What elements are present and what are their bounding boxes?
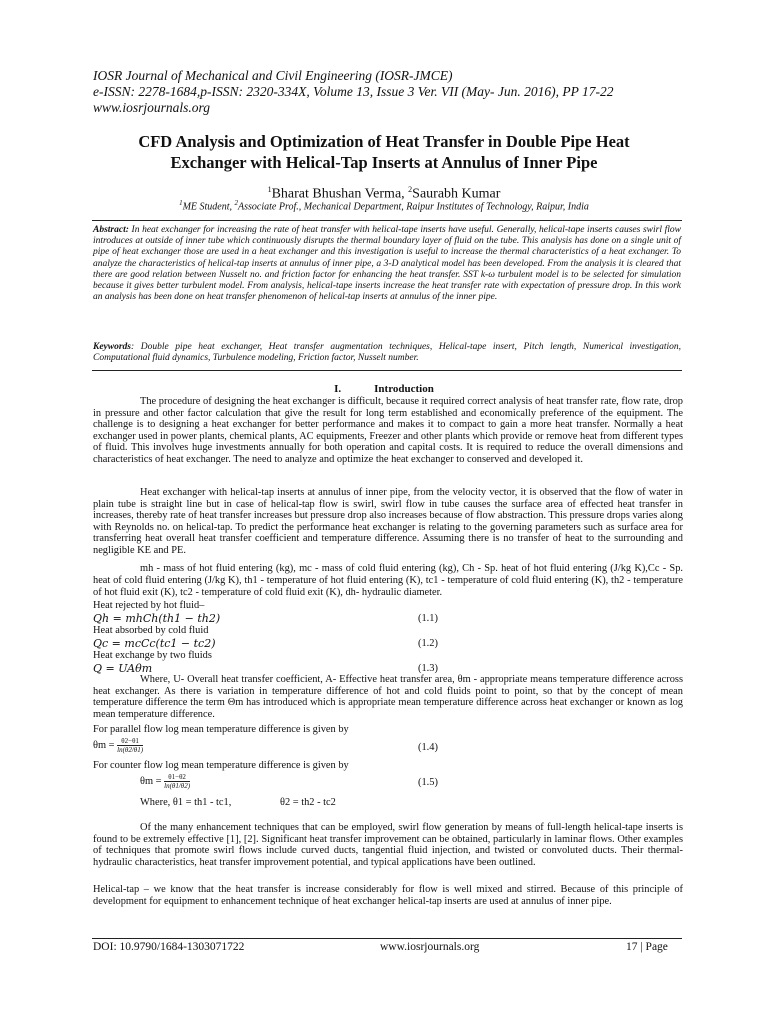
keywords: [93, 342, 681, 364]
equation-5-numerator: θ1−θ2: [164, 773, 190, 782]
theta-definition-2: θ2 = th2 - tc2: [280, 797, 336, 808]
abstract: [93, 225, 681, 303]
author-1-marker: 1: [267, 185, 272, 194]
parallel-flow-label: For parallel flow log mean temperature difference is given by: [93, 724, 349, 735]
keywords-text: : Double pipe heat exchanger, Heat transfer augmentation techniques, Helical-tape insert, Pitch length, Numerical investigation, Computational fluid dynamics, Turbulence modeling, Friction factor, Nusselt number.: [93, 342, 681, 364]
paragraph-5: Helical-tap – we know that the heat transfer is increase considerably for flow is well mixed and stirred. Because of this principle of development for equipment to enhancement technique of heat exchanger helical-tap inserts are used at annulus of inner pipe.: [93, 884, 683, 907]
paragraph-4: Of the many enhancement techniques that can be employed, swirl flow generation by means of full-length helical-tape inserts is found to be extremely effective [1], [2]. Significant heat transfer improvement can be obtained, particularly in laminar flows. Other examples of techniques that promote swirl flows include curved ducts, tangential fluid injection, and twisted or convoluted ducts. Their thermal-hydraulic characteristics, heat transfer improvement potential, and typical applications have been outlined.: [93, 822, 683, 868]
author-1: Bharat Bhushan Verma,: [271, 186, 409, 202]
footer-divider: [92, 938, 682, 939]
equation-5-number: (1.5): [418, 777, 438, 788]
equation-5: [140, 773, 190, 790]
footer-doi: DOI: 10.9790/1684-1303071722: [93, 941, 245, 953]
equation-4-denominator: ln(θ2/θ1): [117, 746, 144, 754]
title-line-1: CFD Analysis and Optimization of Heat Transfer in Double Pipe Heat: [138, 132, 630, 151]
equation-4-fraction: [117, 737, 143, 754]
journal-issn: e-ISSN: 2278-1684,p-ISSN: 2320-334X, Volume 13, Issue 3 Ver. VII (May- Jun. 2016), PP 17-22: [93, 84, 614, 99]
affil-2-marker: 2: [234, 199, 239, 207]
equation-1-number: (1.1): [418, 613, 438, 624]
author-2: Saurabh Kumar: [412, 186, 501, 202]
equation-2: Qc = mcCc(tc1 − tc2): [93, 637, 216, 650]
abstract-label: Abstract:: [93, 225, 129, 235]
paper-title: [80, 131, 688, 173]
footer-website[interactable]: www.iosrjournals.org: [380, 941, 480, 953]
affil-2: Associate Prof., Mechanical Department, Raipur Institutes of Technology, Raipur, India: [238, 201, 589, 213]
paragraph-1: The procedure of designing the heat exchanger is difficult, because it required correct analysis of heat transfer rate, flow rate, drop in pressure and other factor calculation that give the result for long term established and economically preference of the equipment. The challenge is to designing a heat exchanger for better performance and makes it to compact to gain a more heat transfer. Normally a heat exchanger used in power plants, chemical plants, AC equipments, Freezer and other plants which provide or remove heat from different types of fluid. This involves huge investments annually for both operation and capital costs. It is required to reduce the overall dimensions and characteristics of heat exchanger. The need to analyze and optimize the heat exchanger to conserved and developed it.: [93, 396, 683, 465]
equation-4-number: (1.4): [418, 742, 438, 753]
equation-4: [93, 737, 143, 754]
footer-page-number: 17 | Page: [626, 941, 668, 953]
author-2-marker: 2: [408, 185, 413, 194]
section-number: I.: [334, 383, 342, 395]
affiliation: [80, 197, 688, 213]
paragraph-2: Heat exchanger with helical-tap inserts at annulus of inner pipe, from the velocity vector, it is observed that the flow of water in plain tube is straight line but in case of helical-tap flow is swirl, swirl flow in tube causes the surface area of effected heat transfer in increases, thereby rate of heat transfer increases but pressure drop also increases because of flow abstraction. This pressure drops varies along with Reynolds no. on helical-tap. To predict the performance heat exchanger is relating to the governing parameters such as surface area for transferring heat overall heat transfer coefficient and temperature difference. Assuming there is no transfer of heat to the surrounding and negligible KE and PE.: [93, 487, 683, 556]
journal-name: IOSR Journal of Mechanical and Civil Engineering (IOSR-JMCE): [93, 68, 453, 83]
equation-4-numerator: θ2−θ1: [117, 737, 143, 746]
keywords-label: Keywords: [93, 342, 131, 352]
journal-header: [93, 68, 693, 116]
equation-4-lhs: θm =: [93, 739, 115, 751]
equation-3: Q = UAθm: [93, 662, 153, 675]
equation-2-number: (1.2): [418, 638, 438, 649]
counter-flow-label: For counter flow log mean temperature difference is given by: [93, 760, 349, 771]
section-title: Introduction: [374, 383, 434, 395]
section-heading: [80, 383, 688, 395]
paragraph-3: Where, U- Overall heat transfer coefficient, A- Effective heat transfer area, θm - appropriate means temperature difference across heat exchanger. As there is variation in temperature difference of hot and cold fluids point to point, so that by the concept of mean temperature difference the term Θm has introduced which is appropriate mean temperature difference across heat exchanger or known as log mean temperature difference.: [93, 674, 683, 720]
affil-1-marker: 1: [179, 199, 183, 207]
heat-exchange-label: Heat exchange by two fluids: [93, 650, 212, 661]
theta-definition-1: Where, θ1 = th1 - tc1,: [140, 797, 232, 808]
equation-1: Qh = mhCh(th1 − th2): [93, 612, 221, 625]
equation-3-number: (1.3): [418, 663, 438, 674]
equation-5-denominator: ln(θ1/θ2): [164, 782, 191, 790]
abstract-text: In heat exchanger for increasing the rate of heat transfer with helical-tape inserts have useful. Generally, helical-tape inserts causes swirl flow introduces at outside of inner tube which continuously disrupts the thermal boundary layer of fluid on the tube. This analysis has done on a single unit of pipe of heat exchanger those are used in a heat exchanger and this investigation is useful to increase the thermal characteristics of a heat exchanger. To analyze the characteristics of helical-tap inserts at annulus of inner pipe, a 3-D analytical model has been developed. From the analysis it is cleared that there are good relation between Nusselt no. and friction factor for enhancing the heat transfer. SST k-ω turbulent model is to be selected for simulation because it gives better turbulent model. From analysis, helical-tape inserts increase the heat transfer rate with expectation of pressure drop. In this work an analysis has been done on heat transfer phenomenon of helical-tap inserts at annulus of the inner pipe.: [93, 225, 681, 303]
equation-5-fraction: [164, 773, 190, 790]
journal-website: www.iosrjournals.org: [93, 100, 211, 115]
equation-5-lhs: θm =: [140, 775, 162, 787]
title-line-2: Exchanger with Helical-Tap Inserts at Annulus of Inner Pipe: [170, 153, 598, 172]
heat-rejected-label: Heat rejected by hot fluid–: [93, 600, 205, 611]
heat-absorbed-label: Heat absorbed by cold fluid: [93, 625, 209, 636]
affil-1: ME Student,: [182, 201, 235, 213]
variable-definitions: mh - mass of hot fluid entering (kg), mc - mass of cold fluid entering (kg), Ch - Sp. heat of hot fluid entering (J/kg K),Cc - Sp. heat of cold fluid entering (J/kg K), th1 - temperature of hot fluid entering (K), tc1 - temperature of cold fluid entering (K), th2 - temperature of hot fluid exit (K), tc2 - temperature of cold fluid exit (K), dh- hydraulic diameter.: [93, 563, 683, 598]
